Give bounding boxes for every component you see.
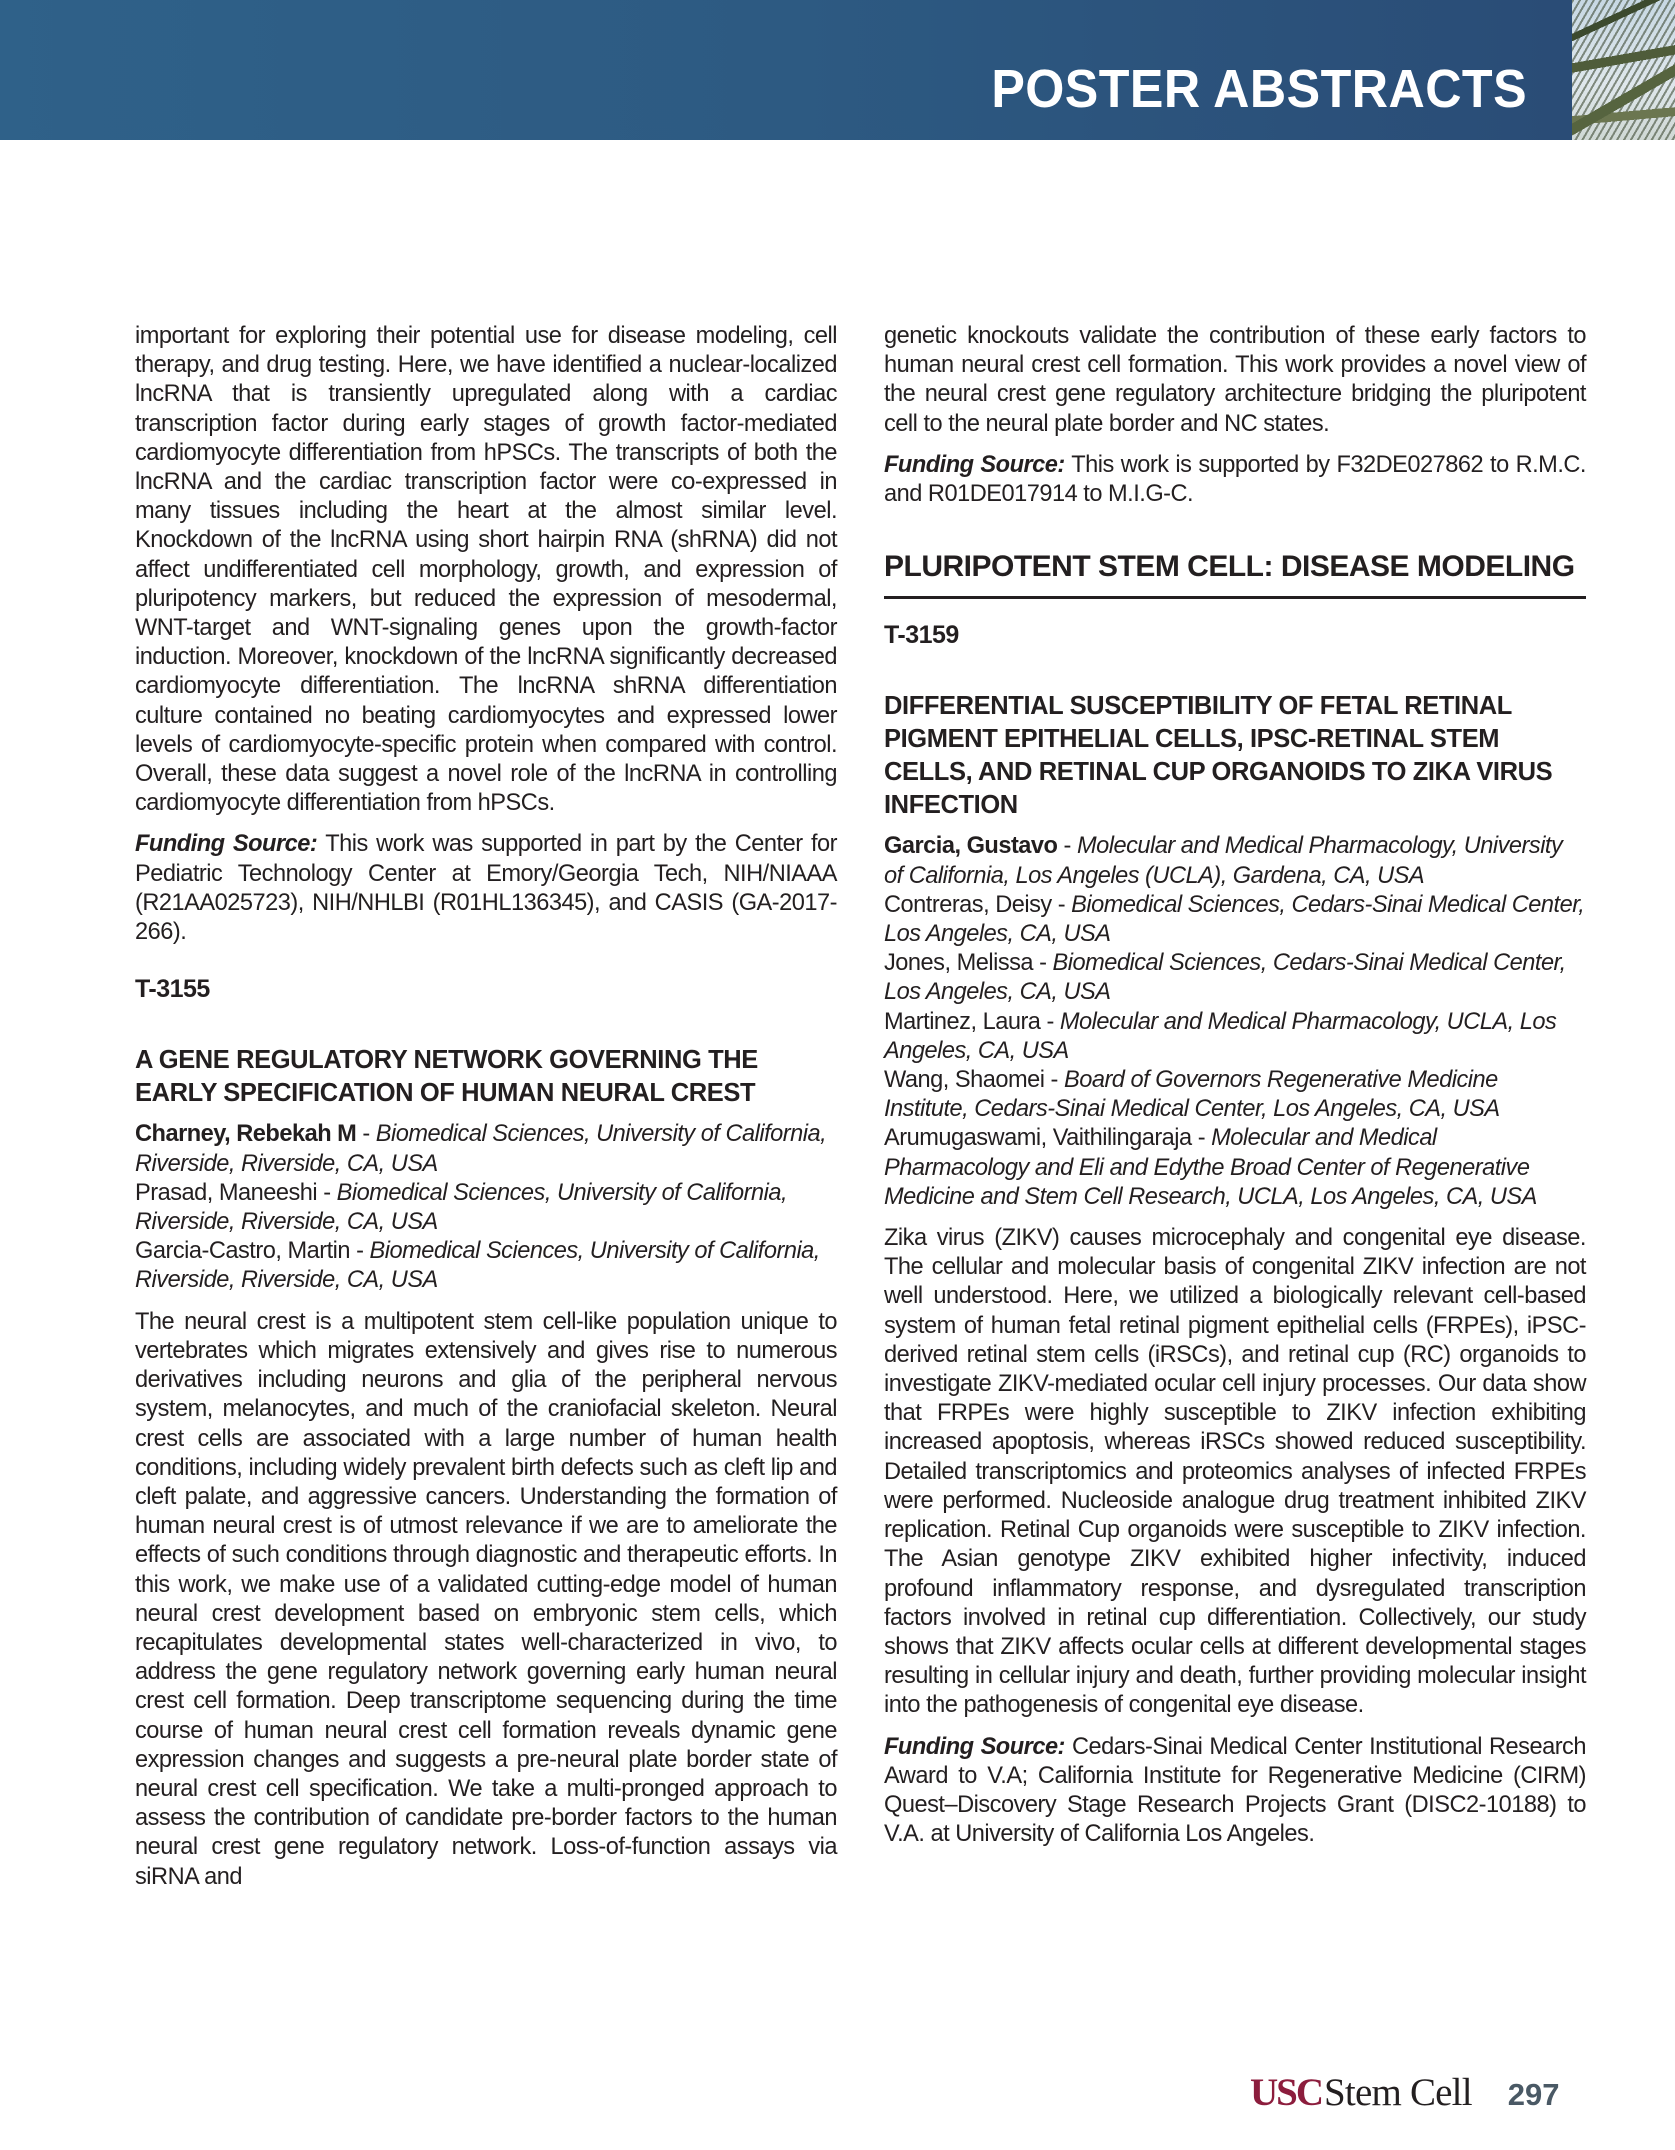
palm-tree-photo	[1572, 0, 1675, 140]
author-name: Garcia, Gustavo	[884, 833, 1058, 860]
poster-id: T-3155	[135, 975, 210, 1004]
author-entry	[135, 1237, 837, 1295]
abstract-body: Zika virus (ZIKV) causes microcephaly and congenital eye disease. The cellular and molecular basis of congenital ZIKV infection are not well understood. Here, we utilized a biologically relevant cell-based system of human fetal retinal pigment epithelial cells (FRPEs), iPSC-derived retinal stem cells (iRSCs), and retinal cup (RC) organoids to investigate ZIKV-mediated ocular cell injury processes. Our data show that FRPEs were highly susceptible to ZIKV infection exhibiting increased apoptosis, whereas iRSCs showed reduced susceptibility. Detailed transcriptomics and proteomics analyses of infected FRPEs were performed. Nucleoside analogue drug treatment inhibited ZIKV replication. Retinal Cup organoids were susceptible to ZIKV infection. The Asian genotype ZIKV exhibited higher infectivity, induced profound inflammatory response, and dysregulated transcription factors involved in retinal cup differentiation. Collectively, our study shows that ZIKV affects ocular cells at different developmental stages resulting in cellular injury and death, further providing molecular insight into the pathogenesis of congenital eye disease.	[884, 1225, 1586, 1719]
funding-source	[884, 1733, 1586, 1850]
abstract-body-continued: important for exploring their potential use for disease modeling, cell therapy, and drug testing. Here, we have identified a nuclear-localized lncRNA that is transiently upregulated along with a cardiac transcription factor during early stages of growth factor-mediated cardiomyocyte differentiation from hPSCs. The transcripts of both the lncRNA and the cardiac transcription factor were co-expressed in many tissues including the heart at the almost similar level. Knockdown of the lncRNA using short hairpin RNA (shRNA) did not affect undifferentiated cell morphology, growth, and expression of pluripotency markers, but reduced the expression of mesodermal, WNT-target and WNT-signaling genes upon the growth-factor induction. Moreover, knockdown of the lncRNA significantly decreased cardiomyocyte differentiation. The lncRNA shRNA differentiation culture contained no beating cardiomyocytes and expressed lower levels of cardiomyocyte-specific protein when compared with control. Overall, these data suggest a novel role of the lncRNA in controlling cardiomyocyte differentiation from hPSCs.	[135, 323, 837, 817]
author-list	[884, 832, 1586, 1212]
author-entry	[884, 949, 1586, 1007]
author-separator: -	[1044, 1067, 1064, 1094]
abstract-title: A GENE REGULATORY NETWORK GOVERNING THE EARLY SPECIFICATION OF HUMAN NEURAL CREST	[135, 1046, 758, 1108]
author-entry	[884, 1008, 1586, 1066]
author-entry	[135, 1120, 837, 1178]
section-heading: PLURIPOTENT STEM CELL: DISEASE MODELING	[884, 549, 1586, 599]
author-name: Arumugaswami, Vaithilingaraja	[884, 1125, 1192, 1152]
author-separator: -	[1033, 950, 1053, 977]
funding-text: This work is supported by F32DE027862 to R.M.C. and R01DE017914 to M.I.G-C.	[884, 451, 1586, 508]
abstract-body-continued: genetic knockouts validate the contribution of these early factors to human neural crest cell formation. This work provides a novel view of the neural crest gene regulatory architecture bridging the pluripotent cell to the neural plate border and NC states.	[884, 323, 1586, 437]
header-band	[0, 0, 1572, 140]
author-affiliation: Biomedical Sciences, Cedars-Sinai Medical Center, Los Angeles, CA, USA	[884, 891, 1585, 948]
author-separator: -	[1040, 1008, 1060, 1035]
funding-label: Funding Source:	[884, 1733, 1065, 1760]
page-footer	[1250, 2070, 1559, 2115]
right-column	[884, 322, 1586, 1861]
author-separator: -	[1191, 1125, 1212, 1152]
usc-logo-text: USC	[1250, 2071, 1323, 2114]
author-affiliation: Biomedical Sciences, University of California, Riverside, Riverside, CA, USA	[135, 1179, 788, 1236]
author-separator: -	[317, 1179, 337, 1206]
author-affiliation: Biomedical Sciences, University of California, Riverside, Riverside, CA, USA	[135, 1121, 827, 1177]
stem-cell-logo-text: Stem Cell	[1324, 2071, 1472, 2114]
author-separator: -	[1057, 833, 1077, 860]
author-entry	[884, 1124, 1586, 1212]
author-affiliation: Biomedical Sciences, University of California, Riverside, Riverside, CA, USA	[135, 1238, 820, 1294]
author-entry	[884, 832, 1586, 890]
author-name: Contreras, Deisy	[884, 891, 1052, 918]
page-number: 297	[1507, 2077, 1560, 2112]
author-affiliation: Molecular and Medical Pharmacology, UCLA, Los Angeles, CA, USA	[884, 1008, 1557, 1064]
funding-label: Funding Source:	[884, 451, 1065, 478]
author-name: Charney, Rebekah M	[135, 1121, 357, 1148]
author-name: Martinez, Laura	[884, 1008, 1041, 1035]
abstract-body: The neural crest is a multipotent stem cell-like population unique to vertebrates which migrates extensively and gives rise to numerous derivatives including neurons and glia of the peripheral nervous system, melanocytes, and much of the craniofacial skeleton. Neural crest cells are associated with a large number of human health conditions, including widely prevalent birth defects such as cleft lip and cleft palate, and aggressive cancers. Understanding the formation of human neural crest is of utmost relevance if we are to ameliorate the effects of such conditions through diagnostic and therapeutic efforts. In this work, we make use of a validated cutting-edge model of human neural crest development based on embryonic stem cells, which recapitulates developmental states well-characterized in vivo, to address the gene regulatory network governing early human neural crest cell formation. Deep transcriptome sequencing during the time course of human neural crest cell formation reveals dynamic gene expression changes and suggests a pre-neural plate border state of neural crest cell specification. We take a multi-pronged approach to assess the contribution of candidate pre-border factors to the human neural crest gene regulatory network. Loss-of-function assays via siRNA and	[135, 1308, 837, 1890]
author-separator: -	[350, 1238, 370, 1265]
author-affiliation: Biomedical Sciences, Cedars-Sinai Medical Center, Los Angeles, CA, USA	[884, 950, 1566, 1006]
author-entry	[884, 891, 1586, 949]
author-affiliation: Board of Governors Regenerative Medicine Institute, Cedars-Sinai Medical Center, Los Angeles, CA, USA	[884, 1067, 1500, 1123]
poster-id: T-3159	[884, 621, 959, 650]
funding-label: Funding Source:	[135, 831, 318, 858]
author-entry	[884, 1066, 1586, 1124]
author-affiliation: Molecular and Medical Pharmacology and Eli and Edythe Broad Center of Regenerative Medicine and Stem Cell Research, UCLA, Los Angeles, CA, USA	[884, 1125, 1537, 1210]
abstract-title: DIFFERENTIAL SUSCEPTIBILITY OF FETAL RETINAL PIGMENT EPITHELIAL CELLS, IPSC-RETINAL STEM CELLS, AND RETINAL CUP ORGANOIDS TO ZIKA VIRUS INFECTION	[884, 692, 1553, 820]
funding-text: Cedars-Sinai Medical Center Institutional Research Award to V.A; California Institute for Regenerative Medicine (CIRM) Quest–Discovery Stage Research Projects Grant (DISC2-10188) to V.A. at University of California Los Angeles.	[884, 1733, 1586, 1848]
author-name: Prasad, Maneeshi	[135, 1179, 318, 1206]
left-column	[135, 322, 837, 1892]
author-separator: -	[1051, 891, 1072, 918]
page-section-title: POSTER ABSTRACTS	[991, 59, 1527, 119]
author-affiliation: Molecular and Medical Pharmacology, University of California, Los Angeles (UCLA), Gardena, CA, USA	[884, 833, 1563, 889]
author-name: Garcia-Castro, Martin	[135, 1238, 351, 1265]
funding-source	[884, 451, 1586, 509]
funding-source	[135, 830, 837, 947]
author-name: Wang, Shaomei	[884, 1067, 1045, 1094]
funding-text: This work was supported in part by the Center for Pediatric Technology Center at Emory/Georgia Tech, NIH/NIAAA (R21AA025723), NIH/NHLBI (R01HL136345), and CASIS (GA-2017-266).	[135, 831, 837, 946]
author-separator: -	[356, 1121, 376, 1148]
author-entry	[135, 1179, 837, 1237]
author-name: Jones, Melissa	[884, 950, 1034, 977]
author-list	[135, 1120, 837, 1295]
